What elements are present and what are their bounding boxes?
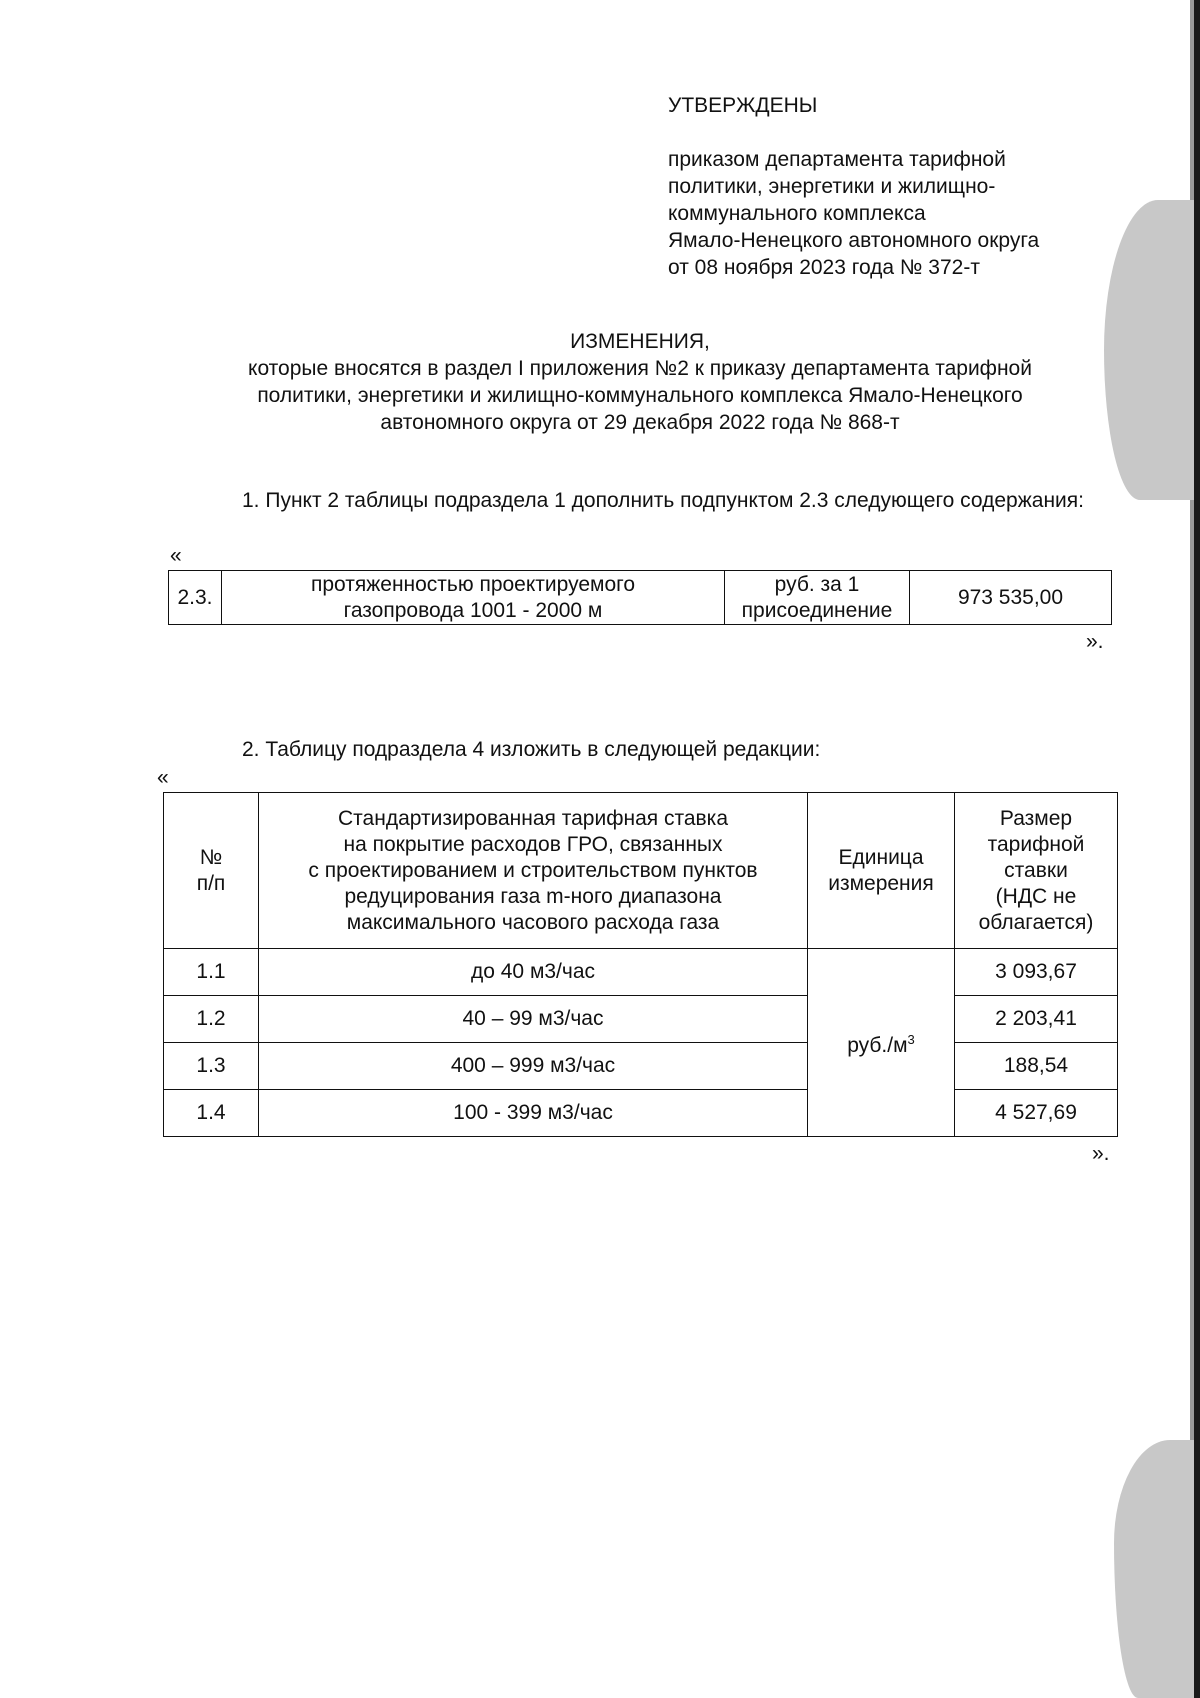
header-desc (259, 793, 808, 949)
approval-line: приказом департамента тарифной (668, 148, 1006, 171)
approval-block (668, 92, 1039, 281)
section2-text: 2. Таблицу подраздела 4 изложить в следующей редакции: (242, 738, 821, 761)
header-line: Единица (838, 845, 924, 869)
header-line: Размер (999, 806, 1073, 830)
section1-table (168, 570, 1112, 625)
header-line: на покрытие расходов ГРО, связанных (343, 832, 723, 856)
cell-unit (725, 571, 910, 625)
header-line: редуцирования газа m-ного диапазона (344, 884, 722, 908)
header-line: Стандартизированная тарифная ставка (338, 806, 728, 830)
header-line: тарифной (987, 832, 1085, 856)
approval-line: политики, энергетики и жилищно- (668, 175, 996, 198)
header-num (164, 793, 259, 949)
cell-num: 1.2 (164, 996, 259, 1043)
section1-text: 1. Пункт 2 таблицы подраздела 1 дополнить подпунктом 2.3 следующего содержания: (242, 489, 1084, 512)
approval-heading: УТВЕРЖДЕНЫ (668, 94, 818, 117)
cell-num: 1.1 (164, 949, 259, 996)
header-line: ставки (1004, 858, 1068, 882)
desc-line: газопровода 1001 - 2000 м (343, 598, 603, 622)
section2-table (163, 792, 1118, 1137)
section2-close-quote: ». (1092, 1142, 1110, 1165)
title-line: которые вносятся в раздел I приложения №2 к приказу департамента тарифной (248, 357, 1032, 380)
unit-sup: 3 (907, 1031, 915, 1047)
section2-open-quote: « (157, 766, 169, 789)
table-row (169, 571, 1112, 625)
table-row (164, 996, 1118, 1043)
cell-unit (808, 949, 955, 1137)
cell-num: 2.3. (169, 571, 222, 625)
cell-desc: 40 – 99 м3/час (259, 996, 808, 1043)
cell-value: 188,54 (955, 1043, 1118, 1090)
unit-line: присоединение (741, 598, 893, 622)
cell-value: 3 093,67 (955, 949, 1118, 996)
cell-desc: до 40 м3/час (259, 949, 808, 996)
approval-line: Ямало-Ненецкого автономного округа (668, 229, 1040, 252)
approval-line: коммунального комплекса (668, 202, 926, 225)
table-row (164, 1043, 1118, 1090)
header-line: (НДС не (995, 884, 1077, 908)
table-row (164, 1090, 1118, 1137)
unit-line: руб. за 1 (774, 572, 860, 596)
unit-text: руб./м (847, 1033, 908, 1057)
header-rate (955, 793, 1118, 949)
cell-num: 1.3 (164, 1043, 259, 1090)
cell-value: 973 535,00 (910, 571, 1112, 625)
header-line: измерения (828, 871, 934, 895)
cell-value: 2 203,41 (955, 996, 1118, 1043)
approval-line: от 08 ноября 2023 года № 372-т (668, 256, 980, 279)
header-line: с проектированием и строительством пунктов (308, 858, 758, 882)
title-line: политики, энергетики и жилищно-коммунального комплекса Ямало-Ненецкого (257, 384, 1023, 407)
cell-value: 4 527,69 (955, 1090, 1118, 1137)
document-title (150, 328, 1130, 436)
title-heading: ИЗМЕНЕНИЯ, (570, 330, 710, 353)
cell-num: 1.4 (164, 1090, 259, 1137)
table-header-row (164, 793, 1118, 949)
header-unit (808, 793, 955, 949)
scan-smudge-bottom (1114, 1440, 1194, 1698)
section1-open-quote: « (170, 544, 182, 567)
title-line: автономного округа от 29 декабря 2022 года № 868-т (380, 411, 900, 434)
cell-desc (222, 571, 725, 625)
cell-desc: 400 – 999 м3/час (259, 1043, 808, 1090)
cell-desc: 100 - 399 м3/час (259, 1090, 808, 1137)
desc-line: протяженностью проектируемого (310, 572, 636, 596)
section1-close-quote: ». (1086, 630, 1104, 653)
header-line: № (199, 845, 223, 869)
header-line: максимального часового расхода газа (346, 910, 720, 934)
header-line: п/п (196, 871, 226, 895)
header-line: облагается) (978, 910, 1094, 934)
table-row (164, 949, 1118, 996)
scan-edge (1194, 0, 1200, 1698)
